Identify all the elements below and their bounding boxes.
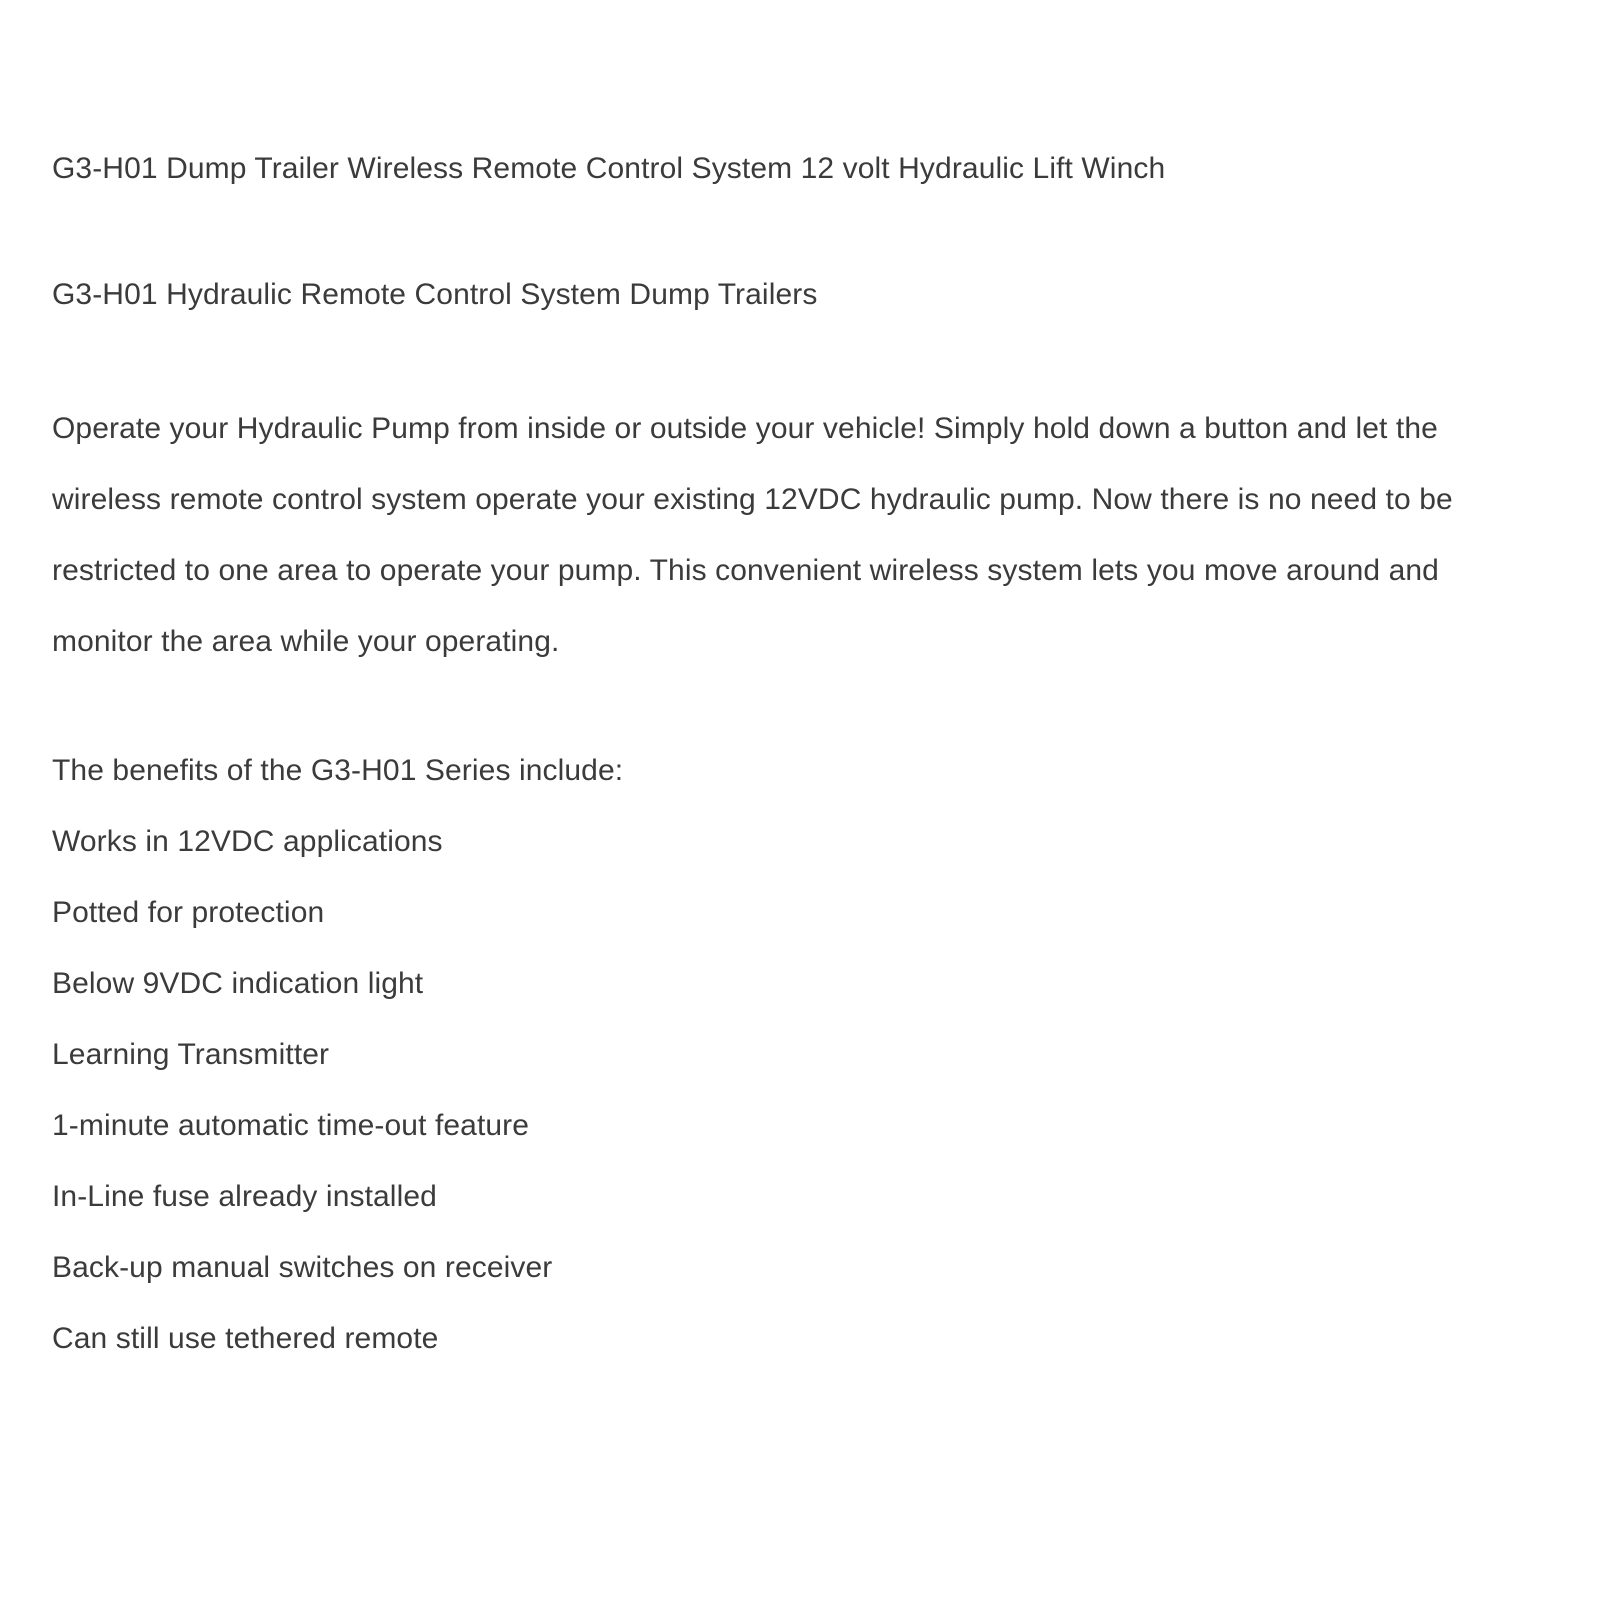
list-item: Potted for protection bbox=[52, 896, 325, 929]
benefits-heading: The benefits of the G3-H01 Series include: bbox=[52, 754, 624, 787]
spacer bbox=[52, 188, 1520, 276]
intro-paragraph: Operate your Hydraulic Pump from inside or outside your vehicle! Simply hold down a button and let the wireless remote control system operate your existing 12VDC hydraulic pump. Now there is no need to be restricted to one area to operate your pump. This convenient wireless system lets you move around and monitor the area while your operating. bbox=[52, 412, 1453, 658]
spacer bbox=[52, 677, 1520, 735]
page-title: G3-H01 Dump Trailer Wireless Remote Control System 12 volt Hydraulic Lift Winch bbox=[52, 152, 1166, 185]
list-item: Back-up manual switches on receiver bbox=[52, 1251, 553, 1284]
list-item: Below 9VDC indication light bbox=[52, 967, 424, 1000]
product-subtitle: G3-H01 Hydraulic Remote Control System Dump Trailers bbox=[52, 277, 818, 311]
list-item: Learning Transmitter bbox=[52, 1038, 330, 1071]
benefits-list bbox=[52, 806, 1520, 1374]
list-item: Works in 12VDC applications bbox=[52, 825, 443, 858]
list-item: Can still use tethered remote bbox=[52, 1322, 439, 1355]
list-item: 1-minute automatic time-out feature bbox=[52, 1109, 530, 1142]
list-item: In-Line fuse already installed bbox=[52, 1180, 437, 1213]
spacer bbox=[52, 313, 1520, 393]
